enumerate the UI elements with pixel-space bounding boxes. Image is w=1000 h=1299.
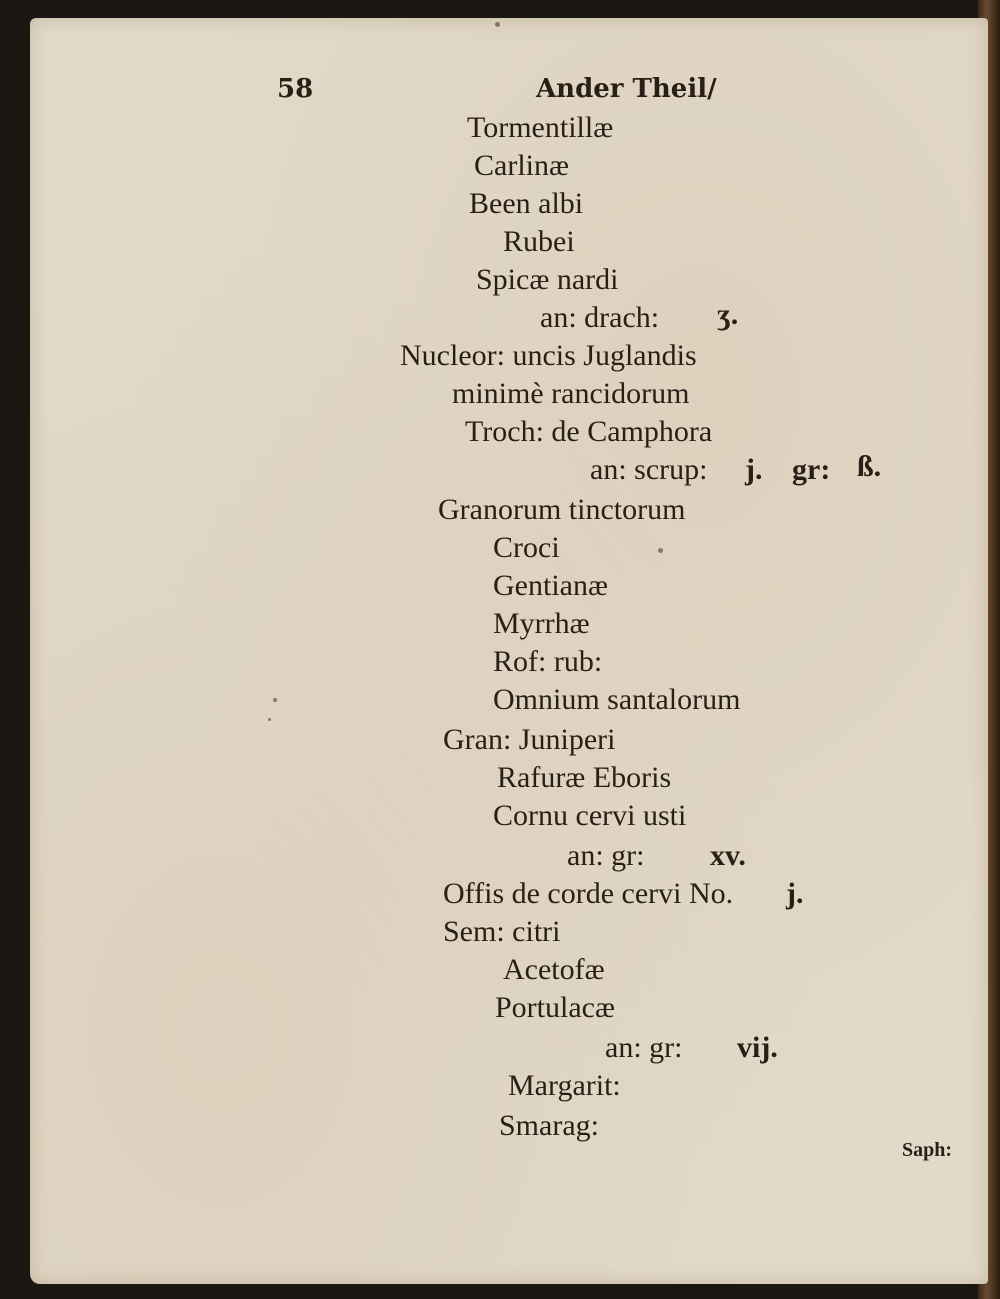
ink-spot	[495, 22, 500, 27]
amount-drachm: ʒ.	[717, 298, 739, 331]
entry-line: Rof: rub:	[493, 645, 603, 678]
entry-line: Omnium santalorum	[493, 683, 741, 716]
entry-line: minimè rancidorum	[452, 377, 690, 410]
amount-xv: xv.	[710, 839, 746, 872]
amount-vij: vij.	[737, 1031, 778, 1064]
entry-line: Nucleor: uncis Juglandis	[400, 339, 697, 372]
entry-line: Spicæ nardi	[476, 263, 619, 296]
entry-line: Smarag:	[499, 1109, 599, 1142]
entry-line: Sem: citri	[443, 915, 561, 948]
amount-scruple: j.	[745, 453, 763, 486]
entry-line: Tormentillæ	[467, 111, 614, 144]
amount-number: j.	[786, 877, 804, 910]
entry-line: an: gr:	[605, 1031, 683, 1064]
entry-line: Margarit:	[508, 1069, 621, 1102]
ink-spot	[658, 548, 663, 553]
entry-line: an: drach:	[540, 301, 660, 334]
entry-line: Portulacæ	[495, 991, 615, 1024]
entry-line: Been albi	[469, 187, 584, 220]
entry-line: Carlinæ	[474, 149, 569, 182]
ink-spot	[268, 718, 271, 721]
entry-line: Granorum tinctorum	[438, 493, 686, 526]
entry-line: Rafuræ Eboris	[497, 761, 672, 794]
catchword: Saph:	[902, 1139, 953, 1161]
entry-line: Croci	[493, 531, 560, 564]
entry-line: Myrrhæ	[493, 607, 590, 640]
amount-half: ß.	[857, 450, 882, 483]
entry-line: Cornu cervi usti	[493, 799, 687, 832]
entry-line: Rubei	[503, 225, 575, 258]
entry-line: Offis de corde cervi No.	[443, 877, 734, 910]
ink-spot	[273, 698, 277, 702]
entry-line: an: gr:	[567, 839, 645, 872]
entry-line: an: scrup:	[590, 453, 708, 486]
entry-line: Troch: de Camphora	[465, 415, 713, 448]
amount-grain-label: gr:	[792, 453, 831, 486]
running-title: Ander Theil/	[536, 74, 717, 104]
entry-line: Gran: Juniperi	[443, 723, 616, 756]
page-number: 58	[277, 74, 314, 104]
entry-line: Acetofæ	[503, 953, 605, 986]
entry-line: Gentianæ	[493, 569, 608, 602]
